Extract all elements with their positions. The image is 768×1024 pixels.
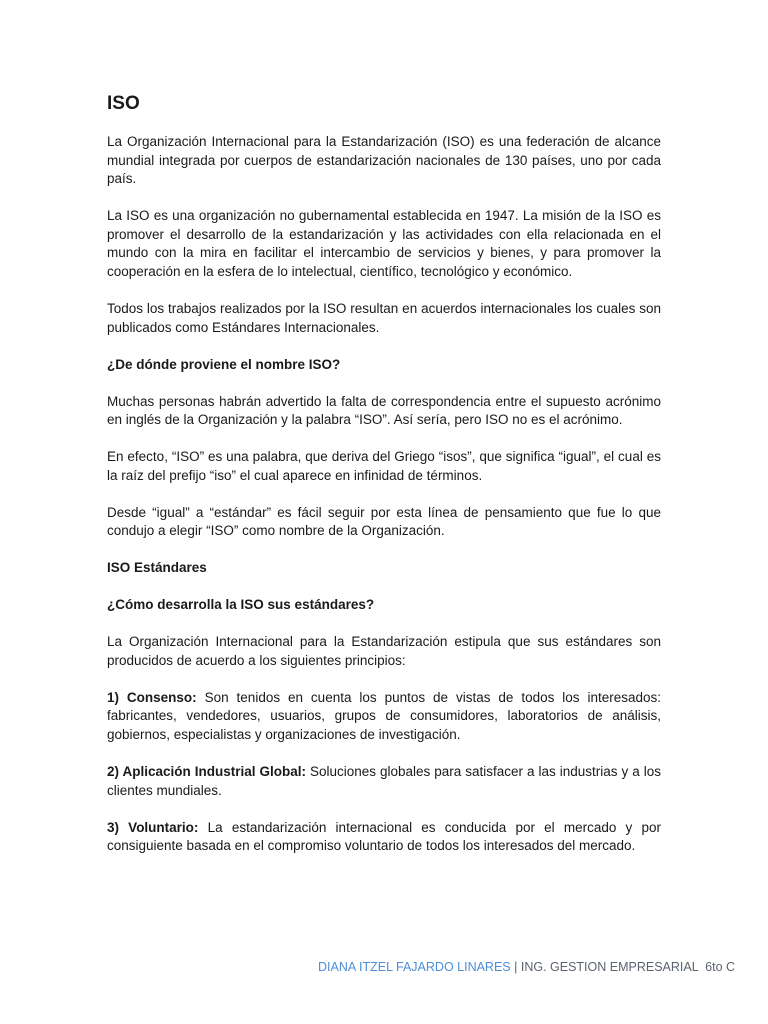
- page-footer: [318, 960, 758, 974]
- paragraph-equal-standard: Desde “igual” a “estándar” es fácil seguir por esta línea de pensamiento que fue lo que condujo a elegir “ISO” como nombre de la Organización.: [107, 504, 661, 539]
- principle-global-application-label: 2) Aplicación Industrial Global:: [107, 763, 306, 779]
- paragraph-greek-origin: En efecto, “ISO” es una palabra, que deriva del Griego “isos”, que significa “igual”, el cual es la raíz del prefijo “iso” el cual aparece en infinidad de términos.: [107, 449, 661, 483]
- footer-author: DIANA ITZEL FAJARDO LINARES: [318, 960, 511, 974]
- section-heading-iso-standards: ISO Estándares: [107, 560, 207, 576]
- principle-consensus-label: 1) Consenso:: [107, 689, 197, 705]
- principle-global-application: [107, 763, 661, 800]
- paragraph-agreements: Todos los trabajos realizados por la ISO resultan en acuerdos internacionales los cuales son publicados como Estándares Internacionales.: [107, 300, 661, 335]
- principle-consensus-text: Son tenidos en cuenta los puntos de vistas de todos los interesados: fabricantes, vendedores, usuarios, grupos de consumidores, laboratorios de análisis, gobiernos, especialistas y organizaciones de investigación.: [107, 689, 661, 742]
- principle-voluntary-label: 3) Voluntario:: [107, 819, 199, 835]
- footer-course: ING. GESTION EMPRESARIAL 6to C: [520, 960, 736, 974]
- paragraph-principles-intro: La Organización Internacional para la Estandarización estipula que sus estándares son producidos de acuerdo a los siguientes principios:: [107, 634, 661, 668]
- paragraph-mission: La ISO es una organización no gubernamental establecida en 1947. La misión de la ISO es promover el desarrollo de la estandarización y las actividades con ella relacionada en el mundo con la mira en facilitar el intercambio de servicios y bienes, y para promover la cooperación en la esfera de lo intelectual, científico, tecnológico y económico.: [107, 208, 661, 279]
- principle-voluntary-text: La estandarización internacional es conducida por el mercado y por consiguiente basada en el compromiso voluntario de todos los interesados del mercado.: [107, 819, 661, 854]
- paragraph-acronym: Muchas personas habrán advertido la falta de correspondencia entre el supuesto acrónimo en inglés de la Organización y la palabra “ISO”. Así sería, pero ISO no es el acrónimo.: [107, 393, 661, 428]
- footer-separator: |: [510, 960, 521, 974]
- section-heading-name-origin: ¿De dónde proviene el nombre ISO?: [107, 356, 341, 372]
- document-title: ISO: [107, 93, 140, 114]
- principle-voluntary: [107, 819, 661, 856]
- principle-consensus: [107, 689, 661, 745]
- document-page: [107, 92, 661, 874]
- paragraph-intro: La Organización Internacional para la Estandarización (ISO) es una federación de alcance mundial integrada por cuerpos de estandarización nacionales de 130 países, uno por cada país.: [107, 134, 661, 187]
- principle-global-application-text: Soluciones globales para satisfacer a las industrias y a los clientes mundiales.: [107, 763, 662, 798]
- section-heading-how-develops: ¿Cómo desarrolla la ISO sus estándares?: [107, 597, 375, 613]
